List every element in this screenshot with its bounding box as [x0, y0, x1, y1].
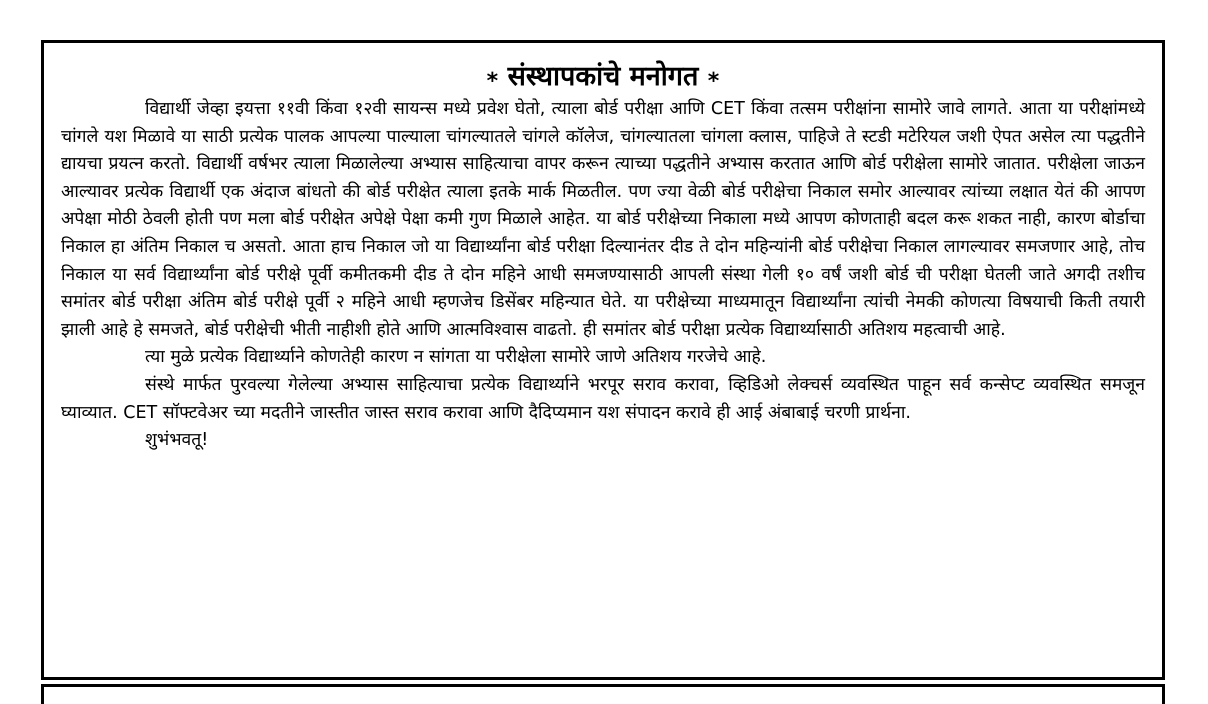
asterisk-icon: ⁎	[486, 63, 499, 88]
message-box	[41, 40, 1165, 680]
message-body	[61, 96, 1145, 455]
paragraph-intro: विद्यार्थी जेव्हा इयत्ता ११वी किंवा १२वी सायन्स मध्ये प्रवेश घेतो, त्याला बोर्ड परीक्षा आणि CET किंवा तत्सम परीक्षांना सामोरे जावे लागते. आता या परीक्षांमध्ये चांगले यश मिळावे या साठी प्रत्येक पालक आपल्या पाल्याला चांगल्यातले चांगले कॉलेज, चांगल्यातला चांगला क्लास, पाहिजे ते स्टडी मटेरियल जशी ऐपत असेल त्या पद्धतीने द्यायचा प्रयत्न करतो. विद्यार्थी वर्षभर त्याला मिळालेल्या अभ्यास साहित्याचा वापर करून त्याच्या पद्धतीने अभ्यास करतात आणि बोर्ड परीक्षेला सामोरे जातात. परीक्षेला जाऊन आल्यावर प्रत्येक विद्यार्थी एक अंदाज बांधतो की बोर्ड परीक्षेत त्याला इतके मार्क मिळतील. पण ज्या वेळी बोर्ड परीक्षेचा निकाल समोर आल्यावर त्यांच्या लक्षात येतं की आपण अपेक्षा मोठी ठेवली होती पण मला बोर्ड परीक्षेत अपेक्षे पेक्षा कमी गुण मिळाले आहेत. या बोर्ड परीक्षेच्या निकाला मध्ये आपण कोणताही बदल करू शकत नाही, कारण बोर्डाचा निकाल हा अंतिम निकाल च असतो. आता हाच निकाल जो या विद्यार्थ्यांना बोर्ड परीक्षा दिल्यानंतर दीड ते दोन महिन्यांनी बोर्ड परीक्षेचा निकाल लागल्यावर समजणार आहे, तोच निकाल या सर्व विद्यार्थ्यांना बोर्ड परीक्षे पूर्वी कमीतकमी दीड ते दोन महिने आधी समजण्यासाठी आपली संस्था गेली १० वर्षं जशी बोर्ड ची परीक्षा घेतली जाते अगदी तशीच समांतर बोर्ड परीक्षा अंतिम बोर्ड परीक्षे पूर्वी २ महिने आधी म्हणजेच डिसेंबर महिन्यात घेते. या परीक्षेच्या माध्यमातून विद्यार्थ्यांना त्यांची नेमकी कोणत्या विषयाची किती तयारी झाली आहे हे समजते, बोर्ड परीक्षेची भीती नाहीशी होते आणि आत्मविश्वास वाढतो. ही समांतर बोर्ड परीक्षा प्रत्येक विद्यार्थ्यासाठी अतिशय महत्वाची आहे.	[61, 99, 1145, 340]
asterisk-icon: ⁎	[707, 63, 720, 88]
paragraph-appeal: त्या मुळे प्रत्येक विद्यार्थ्याने कोणतेही कारण न सांगता या परीक्षेला सामोरे जाणे अतिशय गरजेचे आहे.	[145, 347, 767, 368]
next-box-edge	[41, 684, 1165, 704]
paragraph-practice: संस्थे मार्फत पुरवल्या गेलेल्या अभ्यास साहित्याचा प्रत्येक विद्यार्थ्याने भरपूर सराव करावा, व्हिडिओ लेक्चर्स व्यवस्थित पाहून सर्व कन्सेप्ट व्यवस्थित समजून घ्याव्यात. CET सॉफ्टवेअर च्या मदतीने जास्तीत जास्त सराव करावा आणि दैदिप्यमान यश संपादन करावे ही आई अंबाबाई चरणी प्रार्थना.	[61, 374, 1145, 423]
paragraph-blessing: शुभंभवतू!	[145, 430, 209, 451]
title-text: संस्थापकांचे मनोगत	[507, 61, 699, 92]
page-title	[44, 56, 1162, 97]
